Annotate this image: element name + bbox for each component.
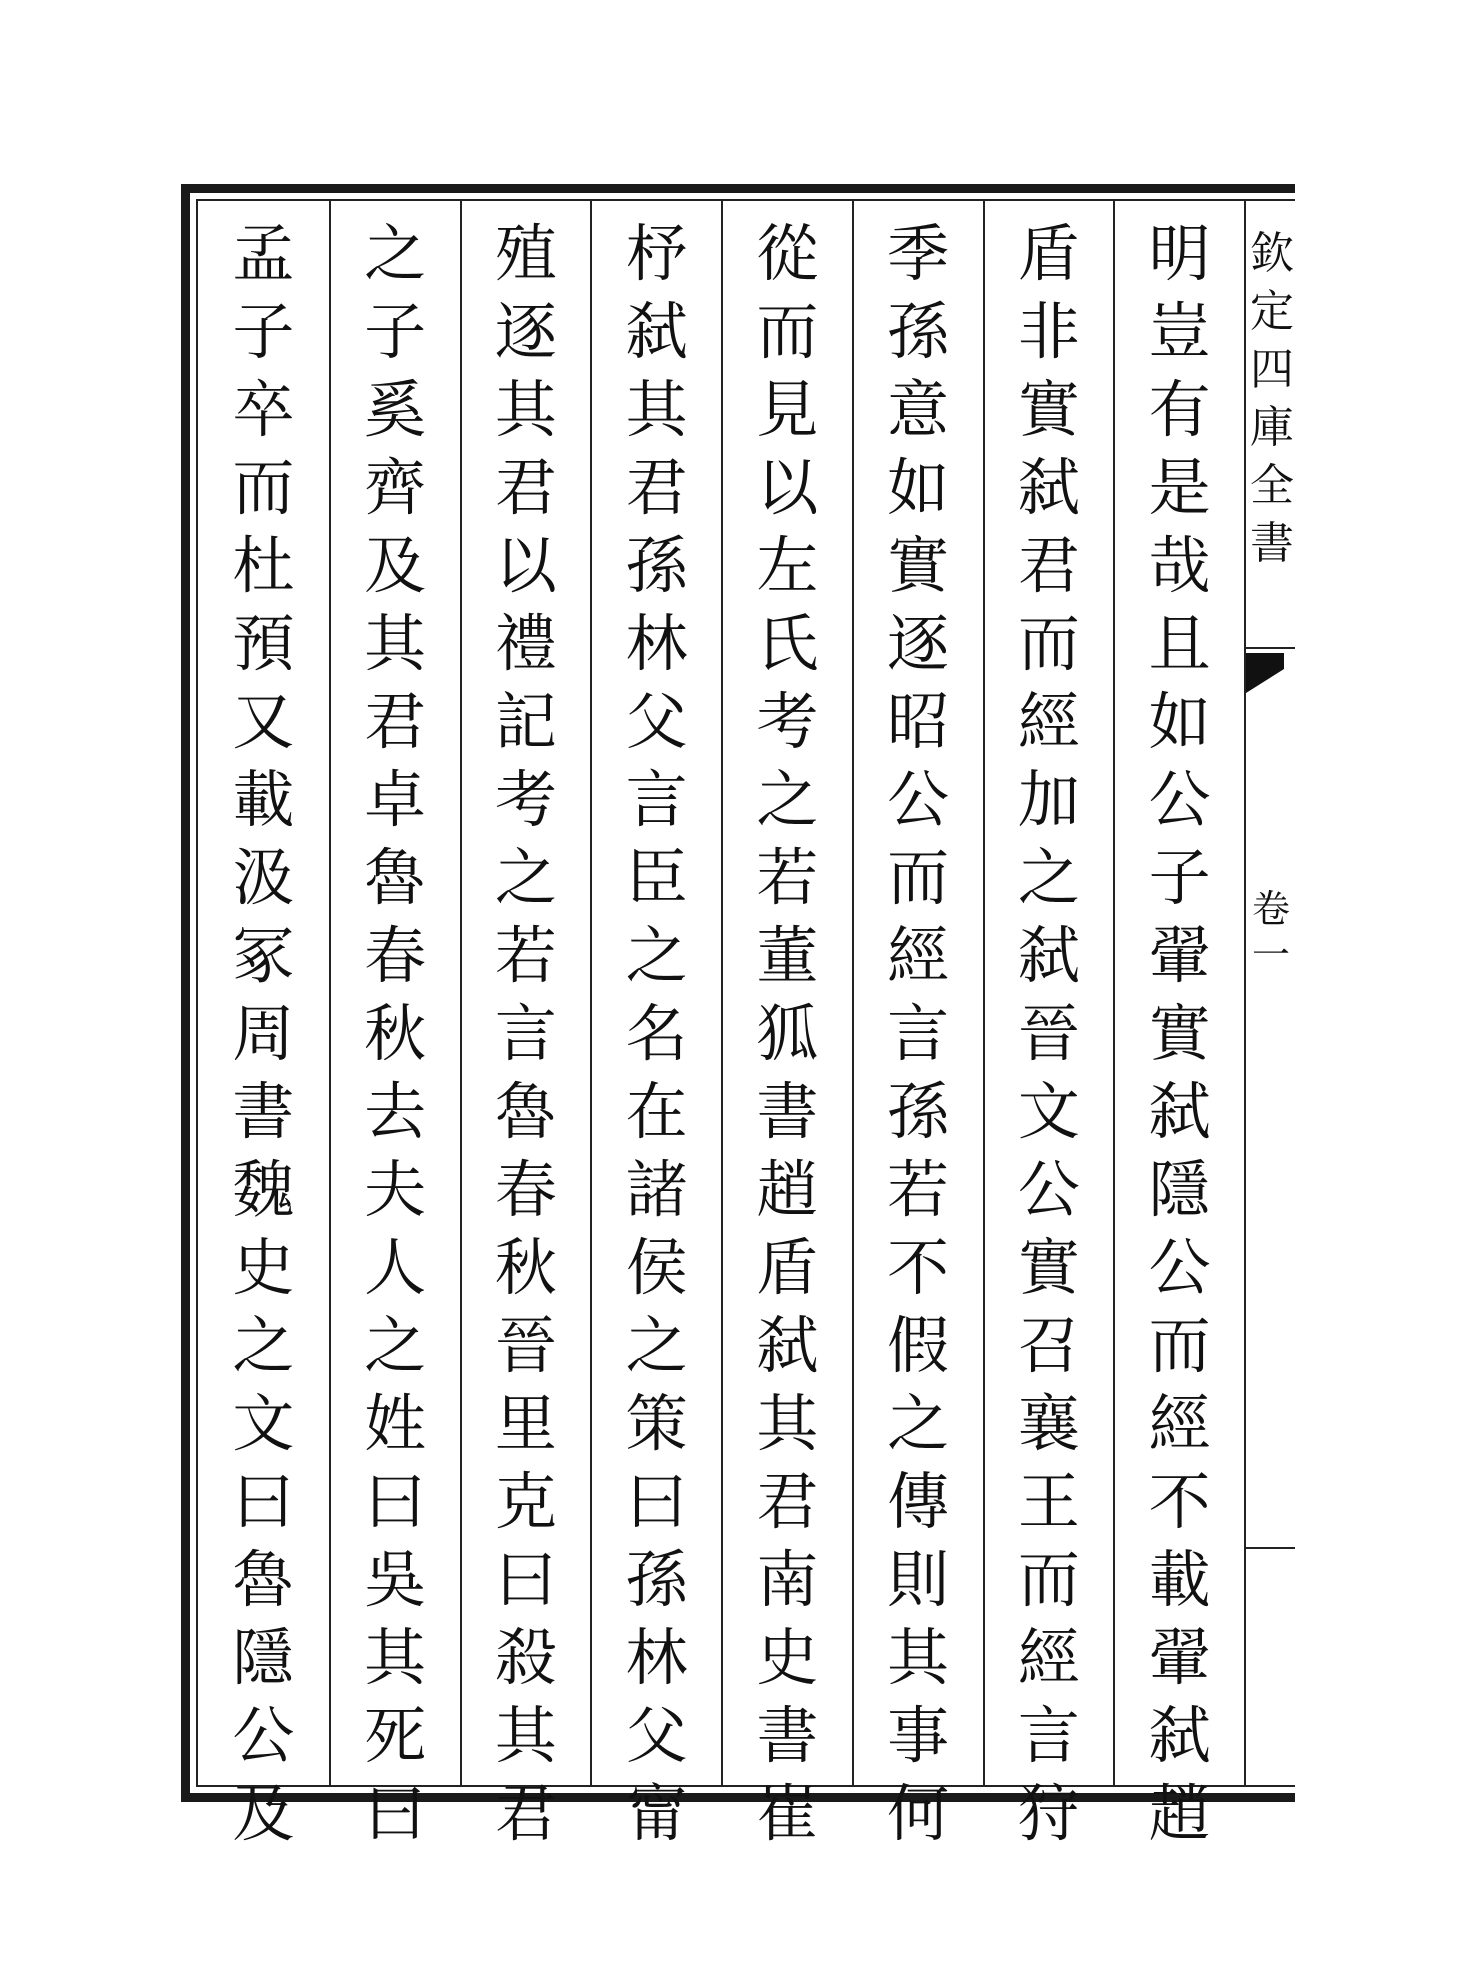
page-inner-border	[196, 199, 1295, 1850]
text-column-3	[852, 201, 983, 1850]
divider	[1246, 647, 1295, 649]
column-text: 殖逐其君以禮記考之若言魯春秋晉里克曰殺其君	[494, 217, 557, 1850]
column-text: 從而見以左氏考之若董狐書趙盾弑其君南史書崔	[756, 217, 819, 1850]
text-column-6	[460, 201, 591, 1850]
column-text: 之子奚齊及其君卓魯春秋去夫人之姓曰吳其死曰	[364, 217, 427, 1850]
fish-tail-mark	[1246, 653, 1284, 693]
text-column-8	[198, 201, 329, 1850]
divider	[1246, 1547, 1295, 1549]
volume-label: 卷一	[1251, 887, 1290, 977]
column-text: 盾非實弑君而經加之弑晉文公實召襄王而經言狩	[1017, 217, 1080, 1850]
column-text: 杼弑其君孫林父言臣之名在諸侯之策曰孫林父甯	[625, 217, 688, 1850]
book-title: 欽定四庫全書	[1250, 228, 1294, 569]
text-column-5	[590, 201, 721, 1850]
text-column-4	[721, 201, 852, 1850]
text-column-7	[329, 201, 460, 1850]
page-frame	[181, 184, 1295, 1850]
column-text: 孟子卒而杜預又載汲冢周書魏史之文曰魯隱公及	[232, 217, 295, 1850]
column-text: 明豈有是哉且如公子翬實弑隱公而經不載翬弑趙	[1148, 217, 1211, 1850]
text-column-2	[983, 201, 1114, 1850]
block-heart-header	[1244, 201, 1295, 1785]
column-text: 季孫意如實逐昭公而經言孫若不假之傳則其事何	[887, 217, 950, 1850]
text-columns	[198, 201, 1244, 1850]
text-column-1	[1113, 201, 1244, 1850]
